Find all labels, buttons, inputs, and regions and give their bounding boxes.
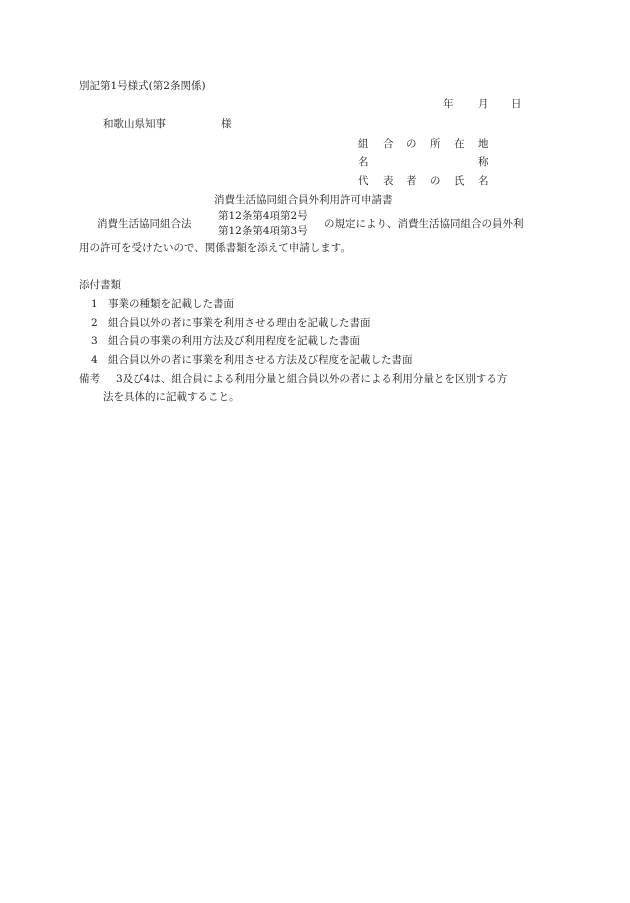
clause-option-1: 第12条第4項第2号 bbox=[218, 210, 308, 222]
remarks-label: 備考 bbox=[79, 373, 100, 385]
attachment-text: 組合員の事業の利用方法及び利用程度を記載した書面 bbox=[108, 335, 360, 347]
law-name: 消費生活協同組合法 bbox=[97, 218, 192, 230]
applicant-representative-char: 表 bbox=[383, 175, 394, 187]
attachment-text: 組合員以外の者に事業を利用させる理由を記載した書面 bbox=[108, 317, 371, 329]
body-line-2: 用の許可を受けたいので、関係書類を添えて申請します。 bbox=[79, 242, 351, 254]
date-month-label: 月 bbox=[478, 98, 489, 110]
applicant-representative-char: 名 bbox=[478, 175, 489, 187]
attachment-number: 3 bbox=[91, 335, 98, 347]
applicant-address-char: 地 bbox=[478, 138, 489, 150]
document-title: 消費生活協同組合員外利用許可申請書 bbox=[214, 194, 393, 206]
attachment-text: 組合員以外の者に事業を利用させる方法及び程度を記載した書面 bbox=[108, 354, 413, 366]
date-year-label: 年 bbox=[443, 98, 454, 110]
applicant-representative-char: 氏 bbox=[454, 175, 465, 187]
form-number: 別記第1号様式(第2条関係) bbox=[79, 80, 206, 92]
applicant-address-char: 合 bbox=[383, 138, 394, 150]
applicant-representative-char: 者 bbox=[406, 175, 417, 187]
addressee-name: 和歌山県知事 bbox=[103, 118, 166, 130]
clause-option-2: 第12条第4項第3号 bbox=[218, 225, 308, 237]
remarks-line-2: 法を具体的に記載すること。 bbox=[103, 391, 240, 403]
attachment-number: 4 bbox=[91, 354, 98, 366]
applicant-address-char: 在 bbox=[454, 138, 465, 150]
body-line-1: の規定により、消費生活協同組合の員外利 bbox=[324, 218, 524, 230]
applicant-representative-char: の bbox=[430, 175, 441, 187]
attachments-heading: 添付書類 bbox=[79, 279, 121, 291]
addressee-honorific: 様 bbox=[221, 118, 232, 130]
applicant-address-char: 所 bbox=[430, 138, 441, 150]
applicant-representative-char: 代 bbox=[358, 175, 369, 187]
applicant-address-char: 組 bbox=[358, 138, 369, 150]
attachment-number: 1 bbox=[91, 298, 98, 310]
applicant-name-char: 称 bbox=[478, 156, 489, 168]
remarks-line-1: 3及び4は、組合員による利用分量と組合員以外の者による利用分量とを区別する方 bbox=[116, 373, 508, 385]
date-day-label: 日 bbox=[511, 98, 522, 110]
applicant-name-char: 名 bbox=[358, 156, 369, 168]
applicant-address-char: の bbox=[406, 138, 417, 150]
attachment-number: 2 bbox=[91, 317, 98, 329]
attachment-text: 事業の種類を記載した書面 bbox=[108, 298, 234, 310]
